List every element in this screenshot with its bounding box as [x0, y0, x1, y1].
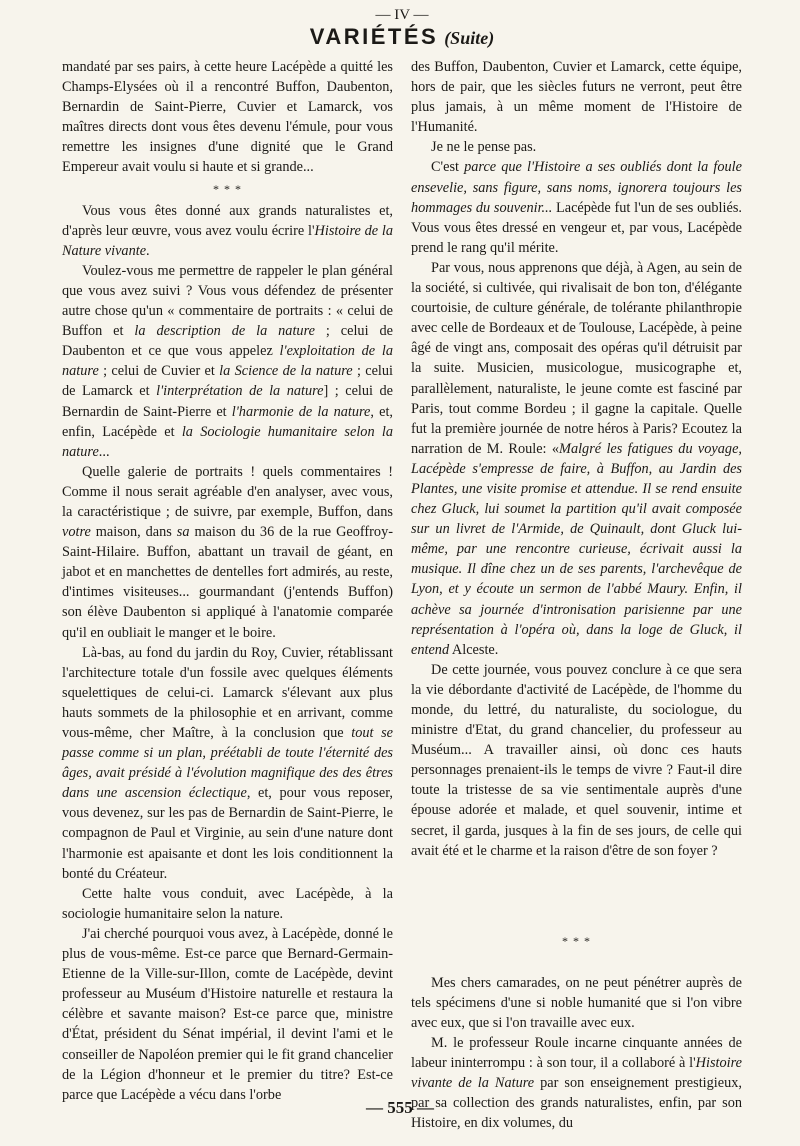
left-column [62, 57, 393, 1134]
folio: — IV — [375, 7, 429, 23]
paragraph: mandaté par ses pairs, à cette heure Lacépède a quitté les Champs-Elysées où il a rencontré Buffon, Daubenton, Bernardin de Saint-Pierre, Cuvier et Lamarck, vos maîtres directs dont vous êtes devenu l'émule, pour vous remettre les insignes d'une dignité que le Grand Empereur avait voulu si haute et si grande... [62, 59, 393, 176]
paragraph: M. le professeur Roule incarne cinquante années de labeur ininterrompu : à son tour, il a collaboré à l'Histoire vivante de la Nature par son enseignement prestigieux, par sa collection des grands naturalistes, enfin, par son Histoire, en dix volumes, du [411, 1035, 742, 1132]
paragraph: J'ai cherché pourquoi vous avez, à Lacépède, donné le plus de vous-même. Est-ce parce que Bernard-Germain-Etienne de la Ville-sur-Illon, comte de Lacépède, devint professeur au Muséum d'Histoire naturelle et restaura la célèbre et savante maison? Est-ce parce que, ministre d'État, président du Sénat impérial, il devint l'ami et le conseiller de Napoléon premier qui le fit grand chancelier de la Légion d'honneur et le premier du titre? Est-ce parce que Lacépède a vécu dans l'orbe [62, 925, 393, 1103]
paragraph: Par vous, nous apprenons que déjà, à Agen, au sein de la société, si cultivée, qui rivalisait de bon ton, d'élégante courtoisie, de culture générale, de tolérante philanthropie avec celle de Bordeaux et de Toulouse, Lacépède, à peine âgé de vingt ans, composait des opéras qu'il détruisit par la suite. Musicien, musicologue, musicographe et, parallèlement, naturaliste, le jeune comte est fasciné par Paris, tout comme Bordeu ; il gagne la capitale. Quelle fut la première journée de notre héros à Paris? Ecoutez la narration de M. Roule: «Malgré les fatigues du voyage, Lacépède s'empresse de faire, à Buffon, au Jardin des Plantes, une visite promise et attendue. Il se rend ensuite chez Gluck, lui soumet la partition qu'il avait composée sur un livret de l'Armide, de Quinault, dont Gluck lui-même, par une rencontre curieuse, écrivait aussi la musique. Il dîne chez un de ses parents, l'archevêque de Lyon, et y écoute un sermon de l'abbé Maury. Enfin, il achève sa journée d'intronisation parisienne par une représentation à l'opéra où, dans la loge de Gluck, il entend Alceste. [411, 259, 742, 658]
paragraph: Mes chers camarades, on ne peut pénétrer auprès de tels spécimens d'une si noble humanité que si l'on vibre avec eux, que si l'on travaille avec eux. [411, 974, 742, 1031]
paragraph: Je ne le pense pas. [431, 139, 537, 156]
section-title: VARIÉTÉS [309, 24, 439, 49]
paragraph: Vous vous êtes donné aux grands naturalistes et, d'après leur œuvre, vous avez voulu écrire l'Histoire de la Nature vivante. [62, 202, 393, 259]
paragraph: C'est parce que l'Histoire a ses oubliés dont la foule ensevelie, sans figure, sans noms, ignorera toujours les hommages du souvenir... Lacépède fut l'un de ses oubliés. Vous vous êtes dressé en vengeur et, par vous, Lacépède prend le rang qu'il mérite. [411, 159, 742, 256]
asterism: * * * [562, 933, 591, 948]
paragraph: De cette journée, vous pouvez conclure à ce que sera la vie débordante d'activité de Lacépède, de l'homme du monde, du lettré, du naturaliste, du sociologue, du ministre d'Etat, du grand chancelier, du professeur au Muséum... A travailler ainsi, où donc ces hauts personnages prenaient-ils le temps de vivre ? Faut-il dire toute la tristesse de sa vie sentimentale auprès d'une épouse adorée et malade, et quel souvenir, intime et secret, il garda, jusques à la fin de ses jours, de celle qui avait été et le charme et la raison d'être de son foyer ? [411, 661, 742, 859]
page-number: — 555 — [366, 1098, 434, 1117]
paragraph: Voulez-vous me permettre de rappeler le plan général que vous avez suivi ? Vous vous défendez de présenter autre chose qu'un « commentaire de portraits : « celui de Buffon et la description de la nature ; celui de Daubenton et ce que vous appelez l'exploitation de la nature ; celui de Cuvier et la Science de la nature ; celui de Lamarck et l'interprétation de la nature] ; celui de Bernardin de Saint-Pierre et l'harmonie de la nature, et, enfin, Lacépède et la Sociologie humanitaire selon la nature... [62, 262, 394, 460]
text-columns [62, 57, 742, 1134]
paragraph: Quelle galerie de portraits ! quels commentaires ! Comme il nous serait agréable d'en analyser, avec vous, la caractéristique ; de suivre, par exemple, Buffon, dans votre maison, dans sa maison du 36 de la rue Geoffroy-Saint-Hilaire. Buffon, abattant un travail de géant, en jabot et en manchettes de dentelles fort admirés, au reste, d'intimes visiteuses... gourmandant (j'entends Buffon) son élève Daubenton si appliqué à l'anatomie comparée qu'il en oubliait le manger et le boire. [62, 463, 393, 641]
asterism: * * * [213, 181, 242, 196]
paragraph: des Buffon, Daubenton, Cuvier et Lamarck, cette équipe, hors de pair, que les siècles futurs ne verront, peut être plus jamais, à un même moment de l'Histoire de l'Humanité. [411, 59, 742, 136]
paragraph: Là-bas, au fond du jardin du Roy, Cuvier, rétablissant l'architecture totale d'un fossile avec quelques éléments squelettiques de celui-ci. Lamarck s'élevant aux plus hauts sommets de la philosophie et en arrivant, comme vous-même, cher Maître, à la conclusion que tout se passe comme si un plan, préétabli de toute l'éternité des âges, avait présidé à l'évolution magnifique des des êtres dans une ascension éclectique, et, pour vous reposer, vous devenez, sur les pas de Bernardin de Saint-Pierre, le compagnon de Paul et Virginie, au sein d'une nature dont l'harmonie est apaisante et dont les lois conditionnent la bonté du Créateur. [62, 644, 394, 882]
paragraph: Cette halte vous conduit, avec Lacépède, à la sociologie humanitaire selon la nature. [62, 885, 393, 922]
right-column [411, 57, 742, 1134]
section-subtitle: (Suite) [444, 28, 495, 48]
running-title [62, 24, 742, 53]
